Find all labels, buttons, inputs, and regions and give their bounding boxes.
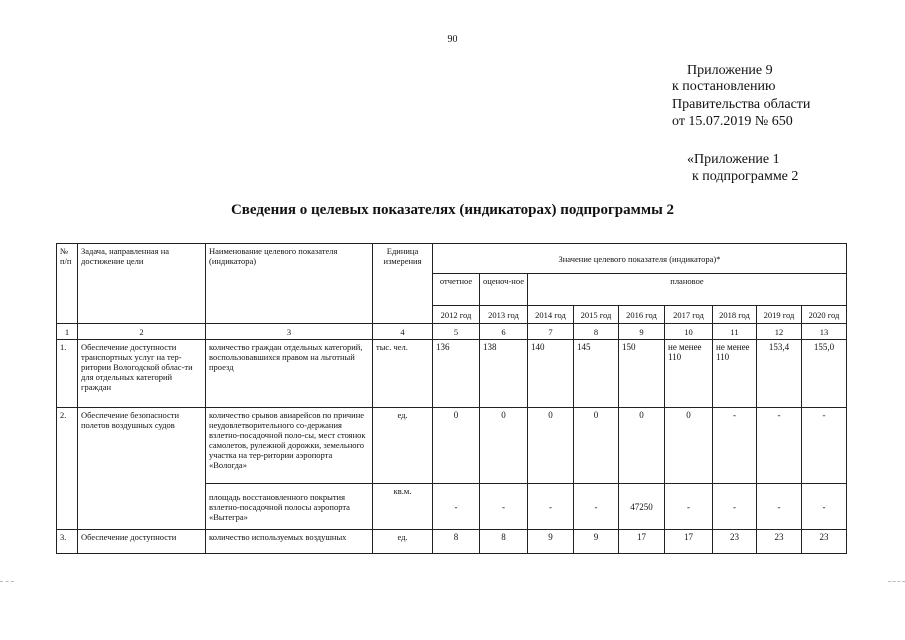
col-number: 8 xyxy=(574,324,619,340)
row-indicator: количество срывов авиарейсов по причине неудовлетворительного со-держания взлетно-посадочной поло-сы, мест стоянок самолетов, рулежной дорожки, земельного участка на тер-ритории аэропорта «Вологда» xyxy=(206,408,373,484)
col-number: 4 xyxy=(373,324,433,340)
row-value: 17 xyxy=(619,530,665,554)
header-estimated: оценоч-ное xyxy=(480,274,528,306)
row-value: 153,4 xyxy=(757,340,802,408)
appendix9-line3: Правительства области xyxy=(672,97,811,112)
year-cell: 2020 год xyxy=(802,306,847,324)
header-value: Значение целевого показателя (индикатора)* xyxy=(433,244,847,274)
header-num: № п/п xyxy=(57,244,78,324)
indicators-table xyxy=(56,243,847,554)
row-value: 145 xyxy=(574,340,619,408)
row-value: 0 xyxy=(433,408,480,484)
row-value: - xyxy=(802,484,847,530)
header-planned: плановое xyxy=(528,274,847,306)
scan-margin-left xyxy=(0,581,14,582)
col-number: 5 xyxy=(433,324,480,340)
row-value: - xyxy=(433,484,480,530)
row-unit: ед. xyxy=(373,408,433,484)
col-number: 7 xyxy=(528,324,574,340)
year-cell: 2019 год xyxy=(757,306,802,324)
row-value: 9 xyxy=(528,530,574,554)
header-unit: Единица измерения xyxy=(373,244,433,324)
row-value: - xyxy=(757,408,802,484)
row-value: 47250 xyxy=(619,484,665,530)
document-title: Сведения о целевых показателях (индикаторах) подпрограммы 2 xyxy=(230,202,675,218)
page-number: 90 xyxy=(447,34,458,45)
header-task: Задача, направленная на достижение цели xyxy=(78,244,206,324)
appendix9-line2: к постановлению xyxy=(672,79,776,94)
row-value: 8 xyxy=(480,530,528,554)
row-value: 0 xyxy=(574,408,619,484)
row-value: 9 xyxy=(574,530,619,554)
row-unit: кв.м. xyxy=(373,484,433,530)
row-num: 1. xyxy=(57,340,78,408)
year-cell: 2015 год xyxy=(574,306,619,324)
col-number: 13 xyxy=(802,324,847,340)
col-number: 6 xyxy=(480,324,528,340)
row-value: 8 xyxy=(433,530,480,554)
col-number: 10 xyxy=(665,324,713,340)
table-row xyxy=(57,530,847,554)
row-value: - xyxy=(713,408,757,484)
col-number: 11 xyxy=(713,324,757,340)
appendix1-line1: «Приложение 1 xyxy=(687,152,780,167)
row-task: Обеспечение доступности транспортных услуг на тер-ритории Вологодской облас-ти для отдельных категорий граждан xyxy=(78,340,206,408)
header-reported: отчетное xyxy=(433,274,480,306)
table-row xyxy=(57,408,847,484)
year-cell: 2013 год xyxy=(480,306,528,324)
row-indicator: количество используемых воздушных xyxy=(206,530,373,554)
year-cell: 2018 год xyxy=(713,306,757,324)
row-value: 23 xyxy=(757,530,802,554)
row-value: не менее 110 xyxy=(713,340,757,408)
header-indicator: Наименование целевого показателя (индикатора) xyxy=(206,244,373,324)
year-cell: 2014 год xyxy=(528,306,574,324)
row-value: не менее 110 xyxy=(665,340,713,408)
row-value: 0 xyxy=(528,408,574,484)
row-value: 23 xyxy=(713,530,757,554)
row-value: 138 xyxy=(480,340,528,408)
row-indicator: площадь восстановленного покрытия взлетно-посадочной полосы аэропорта «Вытегра» xyxy=(206,484,373,530)
row-task: Обеспечение безопасности полетов воздушных судов xyxy=(78,408,206,530)
row-unit: ед. xyxy=(373,530,433,554)
row-unit: тыс. чел. xyxy=(373,340,433,408)
appendix9-line1: Приложение 9 xyxy=(687,63,773,78)
year-cell: 2016 год xyxy=(619,306,665,324)
row-value: 140 xyxy=(528,340,574,408)
year-cell: 2017 год xyxy=(665,306,713,324)
row-value: - xyxy=(528,484,574,530)
row-value: 155,0 xyxy=(802,340,847,408)
appendix1-line2: к подпрограмме 2 xyxy=(692,169,799,184)
row-value: - xyxy=(480,484,528,530)
col-number: 12 xyxy=(757,324,802,340)
row-num: 2. xyxy=(57,408,78,530)
row-indicator: количество граждан отдельных категорий, воспользовавшихся правом на льготный проезд xyxy=(206,340,373,408)
row-value: - xyxy=(802,408,847,484)
row-value: 17 xyxy=(665,530,713,554)
row-value: 0 xyxy=(480,408,528,484)
table-row xyxy=(57,340,847,408)
row-value: 136 xyxy=(433,340,480,408)
row-value: - xyxy=(574,484,619,530)
row-value: 0 xyxy=(619,408,665,484)
row-value: - xyxy=(713,484,757,530)
row-value: - xyxy=(757,484,802,530)
year-cell: 2012 год xyxy=(433,306,480,324)
row-num: 3. xyxy=(57,530,78,554)
col-number: 3 xyxy=(206,324,373,340)
appendix9-line4: от 15.07.2019 № 650 xyxy=(672,114,793,129)
row-value: - xyxy=(665,484,713,530)
col-number: 2 xyxy=(78,324,206,340)
row-value: 23 xyxy=(802,530,847,554)
col-number: 9 xyxy=(619,324,665,340)
row-value: 0 xyxy=(665,408,713,484)
row-task: Обеспечение доступности xyxy=(78,530,206,554)
scan-margin-right xyxy=(888,581,905,582)
row-value: 150 xyxy=(619,340,665,408)
col-number: 1 xyxy=(57,324,78,340)
